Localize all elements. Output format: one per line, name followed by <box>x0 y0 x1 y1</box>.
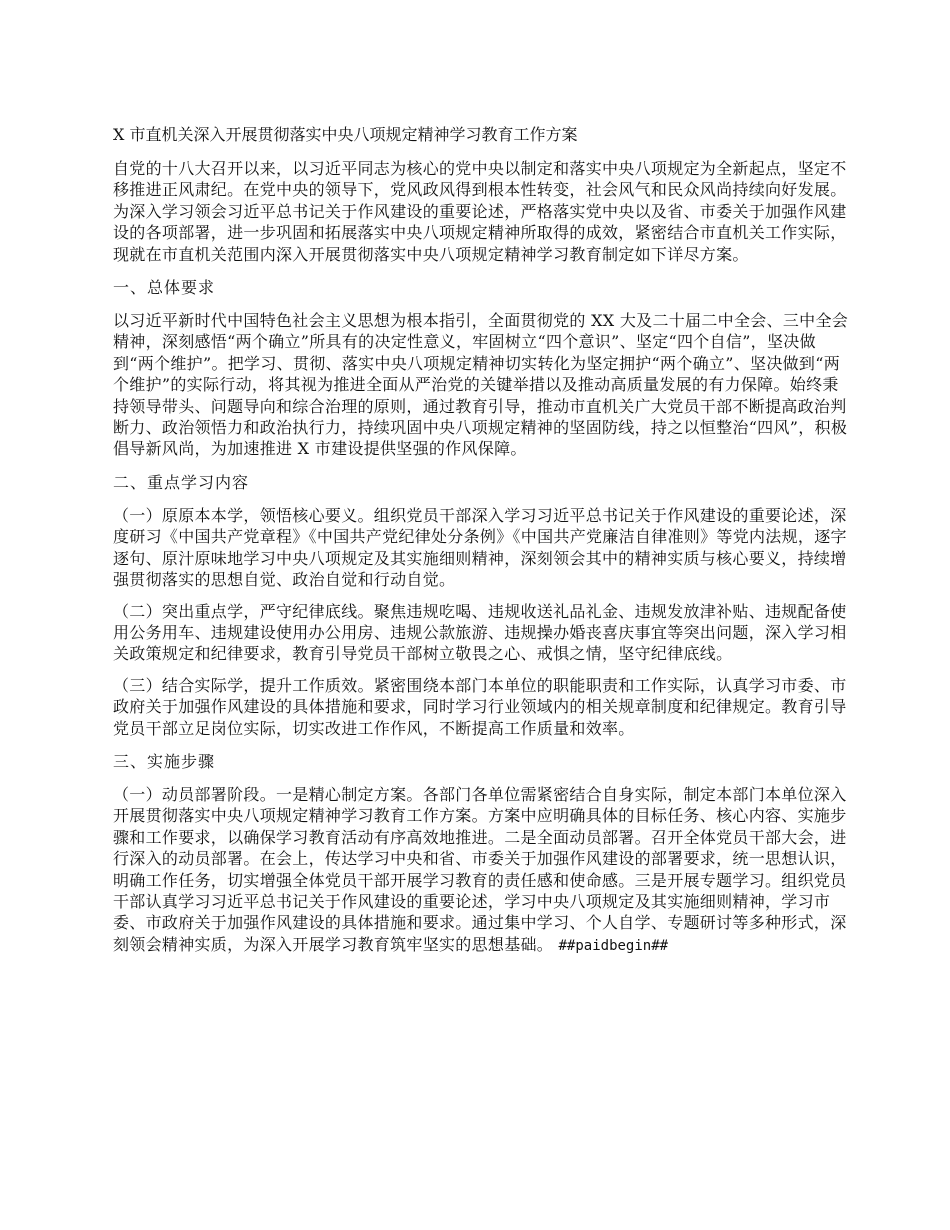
study-content-item-2: （二）突出重点学，严守纪律底线。聚焦违规吃喝、违规收送礼品礼金、违规发放津补贴、违规配备使用公务用车、违规建设使用办公用房、违规公款旅游、违规操办婚丧喜庆事宜等突出问题，深入学习相关政策规定和纪律要求，教育引导党员干部树立敬畏之心、戒惧之情，坚守纪律底线。 <box>113 601 847 664</box>
section-heading-key-study-content: 二、重点学习内容 <box>113 472 250 492</box>
document-title: X 市直机关深入开展贯彻落实中央八项规定精神学习教育工作方案 <box>113 125 578 144</box>
implementation-step-text: （一）动员部署阶段。一是精心制定方案。各部门各单位需紧密结合自身实际，制定本部门本单位深入开展贯彻落实中央八项规定精神学习教育工作方案。方案中应明确具体的目标任务、核心内容、实施步骤和工作要求，以确保学习教育活动有序高效地推进。二是全面动员部署。召开全体党员干部大会，进行深入的动员部署。在会上，传达学习中央和省、市委关于加强作风建设的部署要求，统一思想认识，明确工作任务，切实增强全体党员干部开展学习教育的责任感和使命感。三是开展专题学习。组织党员干部认真学习习近平总书记关于作风建设的重要论述，学习中央八项规定及其实施细则精神，学习市委、市政府关于加强作风建设的具体措施和要求。通过集中学习、个人自学、专题研讨等多种形式，深刻领会精神实质，为深入开展学习教育筑牢坚实的思想基础。 <box>113 784 847 954</box>
study-content-item-3: （三）结合实际学，提升工作质效。紧密围绕本部门本单位的职能职责和工作实际，认真学习市委、市政府关于加强作风建设的具体措施和要求，同时学习行业领域内的相关规章制度和纪律规定。教育引导党员干部立足岗位实际，切实改进工作作风，不断提高工作质量和效率。 <box>113 675 847 738</box>
intro-paragraph: 自党的十八大召开以来，以习近平同志为核心的党中央以制定和落实中央八项规定为全新起点，坚定不移推进正风肃纪。在党中央的领导下，党风政风得到根本性转变，社会风气和民众风尚持续向好发展。为深入学习领会习近平总书记关于作风建设的重要论述，严格落实党中央以及省、市委关于加强作风建设的各项部署，进一步巩固和拓展落实中央八项规定精神所取得的成效，紧密结合市直机关工作实际，现就在市直机关范围内深入开展贯彻落实中央八项规定精神学习教育制定如下详尽方案。 <box>113 159 847 264</box>
paid-begin-marker: ##paidbegin## <box>558 937 669 954</box>
general-requirements-paragraph: 以习近平新时代中国特色社会主义思想为根本指引，全面贯彻党的 XX 大及二十届二中全会、三中全会精神，深刻感悟“两个确立”所具有的决定性意义，牢固树立“四个意识”、坚定“四个自信”，坚决做到“两个维护”。把学习、贯彻、落实中央八项规定精神切实转化为坚定拥护“两个确立”、坚决做到“两个维护”的实际行动，将其视为推进全面从严治党的关键举措以及推动高质量发展的有力保障。始终秉持领导带头、问题导向和综合治理的原则，通过教育引导，推动市直机关广大党员干部不断提高政治判断力、政治领悟力和政治执行力，持续巩固中央八项规定精神的坚固防线，持之以恒整治“四风”，积极倡导新风尚，为加速推进 X 市建设提供坚强的作风保障。 <box>113 311 849 459</box>
section-heading-general-requirements: 一、总体要求 <box>113 278 216 298</box>
section-heading-implementation-steps: 三、实施步骤 <box>113 751 216 771</box>
study-content-item-1: （一）原原本本学，领悟核心要义。组织党员干部深入学习习近平总书记关于作风建设的重要论述，深度研习《中国共产党章程》《中国共产党纪律处分条例》《中国共产党廉洁自律准则》等党内法规，逐字逐句、原汁原味地学习中央八项规定及其实施细则精神，深刻领会其中的精神实质与核心要义，持续增强贯彻落实的思想自觉、政治自觉和行动自觉。 <box>113 505 847 590</box>
implementation-step-item-1 <box>113 784 853 957</box>
document-page <box>113 122 853 967</box>
